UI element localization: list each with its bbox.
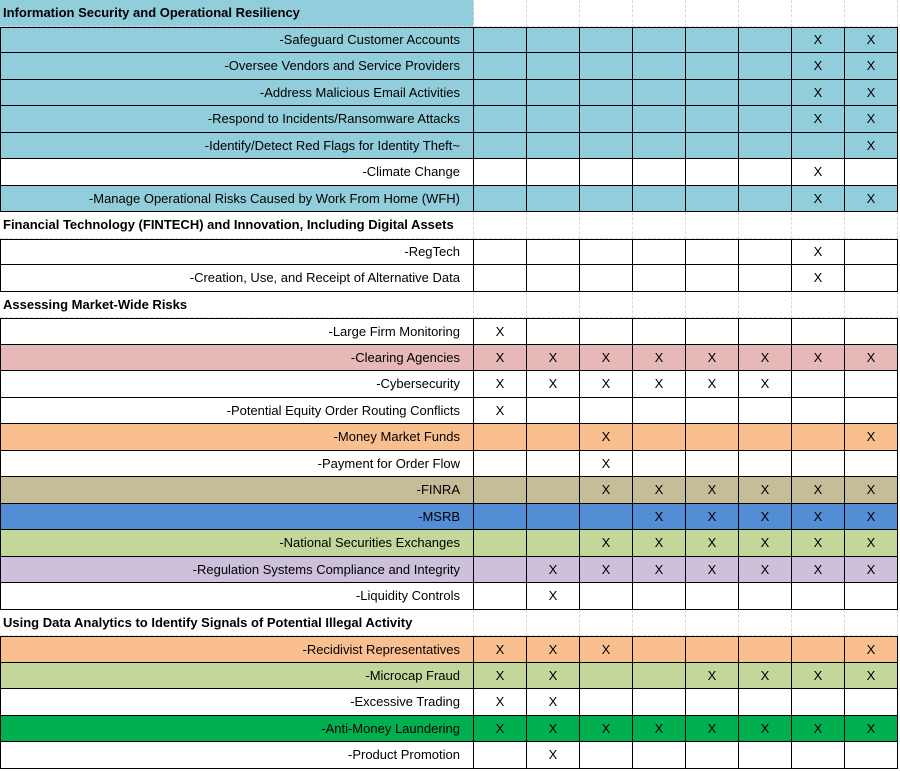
check-cell[interactable]: X: [633, 477, 686, 504]
check-cell[interactable]: [633, 742, 686, 769]
row-label[interactable]: -Clearing Agencies: [0, 345, 474, 372]
check-cell[interactable]: X: [527, 663, 580, 690]
check-cell[interactable]: X: [527, 371, 580, 398]
check-cell[interactable]: X: [686, 477, 739, 504]
check-cell[interactable]: [474, 742, 527, 769]
check-cell[interactable]: X: [845, 53, 898, 80]
check-cell[interactable]: [527, 106, 580, 133]
check-cell[interactable]: X: [474, 398, 527, 425]
check-cell[interactable]: [633, 398, 686, 425]
check-cell[interactable]: [633, 159, 686, 186]
check-cell[interactable]: X: [527, 636, 580, 663]
check-cell[interactable]: X: [580, 636, 633, 663]
check-cell[interactable]: [527, 159, 580, 186]
check-cell[interactable]: [739, 133, 792, 160]
empty-cell[interactable]: [474, 0, 527, 27]
empty-cell[interactable]: [527, 0, 580, 27]
check-cell[interactable]: [792, 318, 845, 345]
section-header[interactable]: Information Security and Operational Resiliency: [0, 0, 474, 27]
check-cell[interactable]: [527, 477, 580, 504]
check-cell[interactable]: X: [580, 716, 633, 743]
empty-cell[interactable]: [686, 212, 739, 239]
row-label[interactable]: -Manage Operational Risks Caused by Work From Home (WFH): [0, 186, 474, 213]
check-cell[interactable]: [845, 742, 898, 769]
check-cell[interactable]: X: [792, 106, 845, 133]
check-cell[interactable]: [686, 186, 739, 213]
row-label[interactable]: -Potential Equity Order Routing Conflicts: [0, 398, 474, 425]
check-cell[interactable]: [686, 159, 739, 186]
check-cell[interactable]: [633, 318, 686, 345]
check-cell[interactable]: X: [845, 186, 898, 213]
row-label[interactable]: -Microcap Fraud: [0, 663, 474, 690]
check-cell[interactable]: X: [845, 477, 898, 504]
empty-cell[interactable]: [739, 212, 792, 239]
check-cell[interactable]: X: [792, 530, 845, 557]
empty-cell[interactable]: [792, 0, 845, 27]
check-cell[interactable]: [474, 557, 527, 584]
check-cell[interactable]: [686, 133, 739, 160]
row-label[interactable]: -MSRB: [0, 504, 474, 531]
check-cell[interactable]: X: [580, 345, 633, 372]
check-cell[interactable]: [739, 689, 792, 716]
check-cell[interactable]: [792, 636, 845, 663]
check-cell[interactable]: X: [792, 504, 845, 531]
empty-cell[interactable]: [527, 610, 580, 637]
check-cell[interactable]: X: [633, 716, 686, 743]
empty-cell[interactable]: [580, 0, 633, 27]
empty-cell[interactable]: [686, 0, 739, 27]
row-label[interactable]: -Oversee Vendors and Service Providers: [0, 53, 474, 80]
check-cell[interactable]: X: [686, 716, 739, 743]
check-cell[interactable]: X: [845, 424, 898, 451]
empty-cell[interactable]: [739, 0, 792, 27]
check-cell[interactable]: X: [792, 239, 845, 266]
empty-cell[interactable]: [739, 610, 792, 637]
check-cell[interactable]: [580, 265, 633, 292]
row-label[interactable]: -Address Malicious Email Activities: [0, 80, 474, 107]
row-label[interactable]: -Regulation Systems Compliance and Integrity: [0, 557, 474, 584]
check-cell[interactable]: X: [686, 530, 739, 557]
row-label[interactable]: -Large Firm Monitoring: [0, 318, 474, 345]
check-cell[interactable]: [633, 80, 686, 107]
row-label[interactable]: -Liquidity Controls: [0, 583, 474, 610]
check-cell[interactable]: [474, 451, 527, 478]
check-cell[interactable]: X: [527, 716, 580, 743]
check-cell[interactable]: [792, 742, 845, 769]
check-cell[interactable]: [845, 265, 898, 292]
check-cell[interactable]: X: [845, 716, 898, 743]
check-cell[interactable]: [527, 424, 580, 451]
check-cell[interactable]: [633, 583, 686, 610]
check-cell[interactable]: [580, 106, 633, 133]
check-cell[interactable]: [686, 689, 739, 716]
check-cell[interactable]: [739, 398, 792, 425]
empty-cell[interactable]: [792, 292, 845, 319]
empty-cell[interactable]: [845, 610, 898, 637]
check-cell[interactable]: X: [792, 716, 845, 743]
check-cell[interactable]: [845, 689, 898, 716]
check-cell[interactable]: [739, 318, 792, 345]
check-cell[interactable]: X: [739, 530, 792, 557]
check-cell[interactable]: [474, 477, 527, 504]
check-cell[interactable]: X: [845, 133, 898, 160]
check-cell[interactable]: [474, 583, 527, 610]
check-cell[interactable]: [580, 80, 633, 107]
check-cell[interactable]: [792, 398, 845, 425]
check-cell[interactable]: [633, 663, 686, 690]
check-cell[interactable]: X: [633, 504, 686, 531]
row-label[interactable]: -Product Promotion: [0, 742, 474, 769]
check-cell[interactable]: [580, 53, 633, 80]
check-cell[interactable]: X: [845, 345, 898, 372]
check-cell[interactable]: [739, 186, 792, 213]
check-cell[interactable]: [527, 504, 580, 531]
check-cell[interactable]: [686, 265, 739, 292]
empty-cell[interactable]: [686, 292, 739, 319]
check-cell[interactable]: [739, 106, 792, 133]
check-cell[interactable]: [845, 239, 898, 266]
empty-cell[interactable]: [580, 212, 633, 239]
empty-cell[interactable]: [474, 292, 527, 319]
check-cell[interactable]: [739, 27, 792, 54]
check-cell[interactable]: X: [686, 504, 739, 531]
check-cell[interactable]: X: [792, 345, 845, 372]
check-cell[interactable]: [527, 53, 580, 80]
check-cell[interactable]: [527, 186, 580, 213]
check-cell[interactable]: X: [792, 663, 845, 690]
check-cell[interactable]: [633, 27, 686, 54]
check-cell[interactable]: [739, 159, 792, 186]
check-cell[interactable]: [686, 239, 739, 266]
check-cell[interactable]: X: [580, 424, 633, 451]
check-cell[interactable]: [686, 27, 739, 54]
check-cell[interactable]: [686, 398, 739, 425]
check-cell[interactable]: X: [845, 106, 898, 133]
check-cell[interactable]: X: [474, 663, 527, 690]
check-cell[interactable]: X: [474, 345, 527, 372]
check-cell[interactable]: [474, 186, 527, 213]
row-label[interactable]: -Safeguard Customer Accounts: [0, 27, 474, 54]
empty-cell[interactable]: [845, 292, 898, 319]
check-cell[interactable]: X: [474, 716, 527, 743]
check-cell[interactable]: X: [792, 27, 845, 54]
empty-cell[interactable]: [792, 212, 845, 239]
check-cell[interactable]: [739, 80, 792, 107]
check-cell[interactable]: [527, 133, 580, 160]
check-cell[interactable]: X: [580, 557, 633, 584]
check-cell[interactable]: X: [739, 504, 792, 531]
row-label[interactable]: -RegTech: [0, 239, 474, 266]
check-cell[interactable]: [686, 451, 739, 478]
check-cell[interactable]: [527, 398, 580, 425]
check-cell[interactable]: [474, 239, 527, 266]
check-cell[interactable]: X: [739, 663, 792, 690]
check-cell[interactable]: [739, 742, 792, 769]
check-cell[interactable]: [633, 689, 686, 716]
check-cell[interactable]: [580, 27, 633, 54]
empty-cell[interactable]: [474, 212, 527, 239]
check-cell[interactable]: [739, 265, 792, 292]
check-cell[interactable]: X: [739, 371, 792, 398]
check-cell[interactable]: X: [527, 689, 580, 716]
check-cell[interactable]: [792, 424, 845, 451]
check-cell[interactable]: [580, 742, 633, 769]
empty-cell[interactable]: [633, 0, 686, 27]
check-cell[interactable]: [739, 239, 792, 266]
section-header[interactable]: Using Data Analytics to Identify Signals of Potential Illegal Activity: [0, 610, 474, 637]
check-cell[interactable]: [686, 424, 739, 451]
check-cell[interactable]: [792, 583, 845, 610]
check-cell[interactable]: [686, 318, 739, 345]
row-label[interactable]: -FINRA: [0, 477, 474, 504]
check-cell[interactable]: [792, 689, 845, 716]
check-cell[interactable]: [633, 53, 686, 80]
check-cell[interactable]: X: [527, 583, 580, 610]
check-cell[interactable]: [845, 318, 898, 345]
empty-cell[interactable]: [792, 610, 845, 637]
check-cell[interactable]: X: [739, 716, 792, 743]
check-cell[interactable]: [686, 80, 739, 107]
check-cell[interactable]: X: [633, 371, 686, 398]
empty-cell[interactable]: [739, 292, 792, 319]
empty-cell[interactable]: [845, 212, 898, 239]
check-cell[interactable]: X: [739, 477, 792, 504]
empty-cell[interactable]: [633, 212, 686, 239]
check-cell[interactable]: [686, 583, 739, 610]
check-cell[interactable]: [580, 663, 633, 690]
check-cell[interactable]: X: [792, 186, 845, 213]
check-cell[interactable]: X: [633, 557, 686, 584]
check-cell[interactable]: [686, 106, 739, 133]
empty-cell[interactable]: [633, 292, 686, 319]
check-cell[interactable]: [739, 424, 792, 451]
check-cell[interactable]: X: [792, 265, 845, 292]
check-cell[interactable]: X: [527, 557, 580, 584]
check-cell[interactable]: [474, 265, 527, 292]
row-label[interactable]: -Cybersecurity: [0, 371, 474, 398]
check-cell[interactable]: [580, 689, 633, 716]
check-cell[interactable]: X: [686, 663, 739, 690]
check-cell[interactable]: [474, 27, 527, 54]
check-cell[interactable]: X: [792, 159, 845, 186]
check-cell[interactable]: [474, 106, 527, 133]
check-cell[interactable]: X: [845, 80, 898, 107]
check-cell[interactable]: [580, 159, 633, 186]
check-cell[interactable]: X: [686, 345, 739, 372]
check-cell[interactable]: [580, 186, 633, 213]
check-cell[interactable]: [527, 80, 580, 107]
row-label[interactable]: -Identify/Detect Red Flags for Identity Theft~: [0, 133, 474, 160]
check-cell[interactable]: [633, 451, 686, 478]
empty-cell[interactable]: [527, 292, 580, 319]
check-cell[interactable]: [527, 451, 580, 478]
check-cell[interactable]: [527, 318, 580, 345]
check-cell[interactable]: [527, 265, 580, 292]
empty-cell[interactable]: [580, 292, 633, 319]
check-cell[interactable]: [580, 583, 633, 610]
check-cell[interactable]: X: [527, 742, 580, 769]
empty-cell[interactable]: [580, 610, 633, 637]
check-cell[interactable]: X: [474, 689, 527, 716]
check-cell[interactable]: [845, 159, 898, 186]
check-cell[interactable]: X: [739, 345, 792, 372]
check-cell[interactable]: [845, 451, 898, 478]
empty-cell[interactable]: [527, 212, 580, 239]
row-label[interactable]: -National Securities Exchanges: [0, 530, 474, 557]
check-cell[interactable]: [474, 53, 527, 80]
check-cell[interactable]: X: [633, 345, 686, 372]
check-cell[interactable]: [739, 53, 792, 80]
check-cell[interactable]: [474, 504, 527, 531]
check-cell[interactable]: X: [580, 371, 633, 398]
check-cell[interactable]: [739, 636, 792, 663]
check-cell[interactable]: X: [792, 557, 845, 584]
check-cell[interactable]: [739, 451, 792, 478]
check-cell[interactable]: [527, 239, 580, 266]
check-cell[interactable]: X: [686, 371, 739, 398]
row-label[interactable]: -Excessive Trading: [0, 689, 474, 716]
check-cell[interactable]: X: [845, 530, 898, 557]
check-cell[interactable]: [633, 106, 686, 133]
check-cell[interactable]: X: [527, 345, 580, 372]
check-cell[interactable]: X: [845, 557, 898, 584]
check-cell[interactable]: [580, 504, 633, 531]
empty-cell[interactable]: [845, 0, 898, 27]
row-label[interactable]: -Recidivist Representatives: [0, 636, 474, 663]
check-cell[interactable]: X: [580, 477, 633, 504]
check-cell[interactable]: [580, 398, 633, 425]
check-cell[interactable]: X: [739, 557, 792, 584]
check-cell[interactable]: X: [845, 504, 898, 531]
check-cell[interactable]: [739, 583, 792, 610]
empty-cell[interactable]: [474, 610, 527, 637]
check-cell[interactable]: [845, 371, 898, 398]
row-label[interactable]: -Payment for Order Flow: [0, 451, 474, 478]
check-cell[interactable]: X: [580, 530, 633, 557]
row-label[interactable]: -Money Market Funds: [0, 424, 474, 451]
check-cell[interactable]: X: [474, 371, 527, 398]
check-cell[interactable]: [633, 186, 686, 213]
check-cell[interactable]: X: [845, 27, 898, 54]
check-cell[interactable]: [580, 239, 633, 266]
check-cell[interactable]: X: [474, 318, 527, 345]
row-label[interactable]: -Respond to Incidents/Ransomware Attacks: [0, 106, 474, 133]
check-cell[interactable]: X: [845, 663, 898, 690]
check-cell[interactable]: [527, 530, 580, 557]
check-cell[interactable]: [580, 133, 633, 160]
empty-cell[interactable]: [686, 610, 739, 637]
check-cell[interactable]: [845, 398, 898, 425]
check-cell[interactable]: X: [792, 53, 845, 80]
check-cell[interactable]: [474, 530, 527, 557]
check-cell[interactable]: X: [474, 636, 527, 663]
row-label[interactable]: -Anti-Money Laundering: [0, 716, 474, 743]
check-cell[interactable]: [686, 636, 739, 663]
check-cell[interactable]: X: [580, 451, 633, 478]
check-cell[interactable]: [792, 371, 845, 398]
check-cell[interactable]: X: [792, 80, 845, 107]
check-cell[interactable]: [633, 636, 686, 663]
check-cell[interactable]: X: [686, 557, 739, 584]
check-cell[interactable]: [580, 318, 633, 345]
check-cell[interactable]: [633, 424, 686, 451]
check-cell[interactable]: [686, 53, 739, 80]
section-header[interactable]: Financial Technology (FINTECH) and Innovation, Including Digital Assets: [0, 212, 474, 239]
check-cell[interactable]: [474, 133, 527, 160]
check-cell[interactable]: [633, 239, 686, 266]
check-cell[interactable]: X: [845, 636, 898, 663]
check-cell[interactable]: [845, 583, 898, 610]
check-cell[interactable]: [474, 159, 527, 186]
check-cell[interactable]: [474, 80, 527, 107]
check-cell[interactable]: [792, 133, 845, 160]
empty-cell[interactable]: [633, 610, 686, 637]
row-label[interactable]: -Creation, Use, and Receipt of Alternative Data: [0, 265, 474, 292]
check-cell[interactable]: [527, 27, 580, 54]
check-cell[interactable]: X: [633, 530, 686, 557]
check-cell[interactable]: X: [792, 477, 845, 504]
check-cell[interactable]: [474, 424, 527, 451]
row-label[interactable]: -Climate Change: [0, 159, 474, 186]
check-cell[interactable]: [686, 742, 739, 769]
check-cell[interactable]: [633, 133, 686, 160]
check-cell[interactable]: [792, 451, 845, 478]
check-cell[interactable]: [633, 265, 686, 292]
section-header[interactable]: Assessing Market-Wide Risks: [0, 292, 474, 319]
